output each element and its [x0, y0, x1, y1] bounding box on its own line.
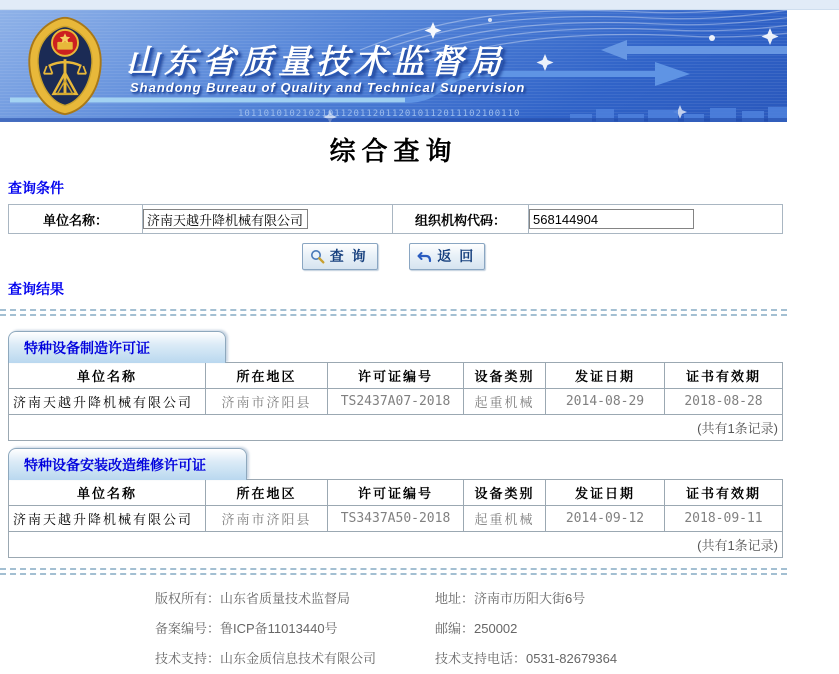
- footer-address: 地址：济南市历阳大街6号: [435, 591, 586, 606]
- cell-license-no: TS2437A07-2018: [328, 389, 464, 415]
- cell-issue-date: 2014-09-12: [546, 506, 665, 532]
- col-header-region: 所在地区: [206, 363, 328, 389]
- footer-copyright: 版权所有：山东省质量技术监督局: [155, 591, 351, 606]
- tab-manufacturing-license[interactable]: 特种设备制造许可证: [8, 331, 226, 363]
- binary-digits-text: 10110101021021011201120112010112011102100110: [238, 109, 521, 119]
- bureau-emblem-logo: [12, 12, 118, 120]
- col-header-region: 所在地区: [206, 480, 328, 506]
- col-header-equip-type: 设备类别: [464, 480, 546, 506]
- search-button-label: 查 询: [329, 248, 368, 264]
- cell-license-no: TS3437A50-2018: [328, 506, 464, 532]
- col-header-valid-date: 证书有效期: [665, 480, 783, 506]
- cell-unit-name: 济南天越升降机械有限公司: [9, 506, 206, 532]
- col-header-valid-date: 证书有效期: [665, 363, 783, 389]
- back-button-label: 返 回: [437, 248, 476, 264]
- col-header-issue-date: 发证日期: [546, 480, 665, 506]
- browser-top-strip: [0, 0, 839, 10]
- unit-name-label: 单位名称：: [9, 205, 143, 234]
- banner-subtitle: Shandong Bureau of Quality and Technical Supervision: [130, 80, 526, 95]
- col-header-unit-name: 单位名称: [9, 363, 206, 389]
- query-conditions-label: 查询条件: [8, 180, 64, 196]
- query-form: [8, 204, 783, 234]
- col-header-issue-date: 发证日期: [546, 363, 665, 389]
- record-count-label: (共有1条记录): [9, 532, 783, 558]
- cell-equip-type: 起重机械: [464, 389, 546, 415]
- col-header-unit-name: 单位名称: [9, 480, 206, 506]
- record-count-label: (共有1条记录): [9, 415, 783, 441]
- footer-icp-number: 备案编号：鲁ICP备11013440号: [155, 621, 338, 636]
- cell-unit-name: 济南天越升降机械有限公司: [9, 389, 206, 415]
- table-footer-row: [9, 415, 783, 441]
- search-button[interactable]: [302, 243, 378, 270]
- back-button[interactable]: [409, 243, 485, 270]
- table-footer-row: [9, 532, 783, 558]
- tab-installation-license[interactable]: 特种设备安装改造维修许可证: [8, 448, 247, 480]
- cell-valid-date: 2018-09-11: [665, 506, 783, 532]
- unit-name-input[interactable]: [143, 209, 308, 229]
- footer-support-phone: 技术支持电话：0531-82679364: [435, 651, 618, 666]
- dashed-separator-bottom: [0, 568, 787, 575]
- main-content: [0, 131, 787, 674]
- cell-region: 济南市济阳县: [206, 506, 328, 532]
- footer-tech-support: 技术支持：山东金质信息技术有限公司: [155, 651, 377, 666]
- footer-postcode: 邮编：250002: [435, 621, 518, 636]
- left-arrow-graphic: [601, 40, 787, 60]
- banner-title: 山东省质量技术监督局: [126, 43, 506, 80]
- org-code-label: 组织机构代码：: [393, 205, 529, 234]
- cell-valid-date: 2018-08-28: [665, 389, 783, 415]
- col-header-license-no: 许可证编号: [328, 363, 464, 389]
- query-results-label: 查询结果: [8, 281, 64, 297]
- manufacturing-license-section: [8, 330, 787, 441]
- table-header-row: [9, 480, 783, 506]
- org-code-input[interactable]: [529, 209, 694, 229]
- col-header-license-no: 许可证编号: [328, 480, 464, 506]
- site-banner: [0, 10, 787, 122]
- magnifier-icon: [310, 249, 325, 264]
- table-header-row: [9, 363, 783, 389]
- table-row: [9, 506, 783, 532]
- manufacturing-license-table: [8, 362, 783, 441]
- cell-issue-date: 2014-08-29: [546, 389, 665, 415]
- table-row: [9, 389, 783, 415]
- return-arrow-icon: [417, 249, 432, 264]
- cell-equip-type: 起重机械: [464, 506, 546, 532]
- col-header-equip-type: 设备类别: [464, 363, 546, 389]
- installation-license-section: [8, 447, 787, 558]
- installation-license-table: [8, 479, 783, 558]
- cell-region: 济南市济阳县: [206, 389, 328, 415]
- dashed-separator-top: [0, 309, 787, 316]
- button-row: [0, 243, 787, 269]
- page-footer: [0, 584, 787, 674]
- page-title: 综合查询: [329, 137, 458, 166]
